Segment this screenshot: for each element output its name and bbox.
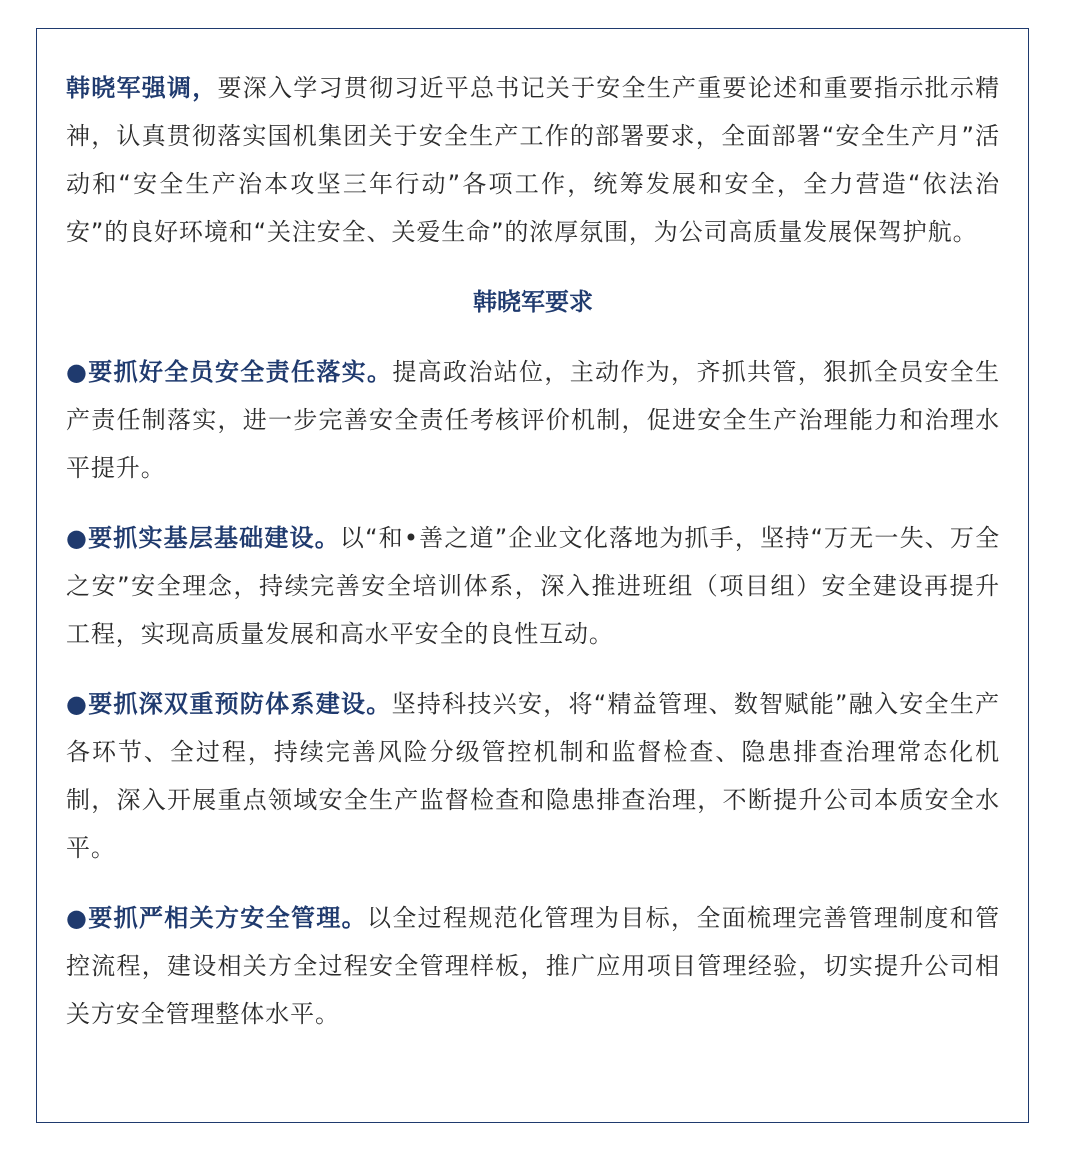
section-heading: 韩晓军要求	[473, 288, 593, 316]
requirement-item	[66, 348, 1000, 492]
requirement-text: 提高政治站位，主动作为，齐抓共管，狠抓全员安全生产责任制落实，进一步完善安全责任考核评价机制，促进安全生产治理能力和治理水平提升。	[66, 358, 1000, 482]
intro-text: 要深入学习贯彻习近平总书记关于安全生产重要论述和重要指示批示精神，认真贯彻落实国机集团关于安全生产工作的部署要求，全面部署“安全生产月”活动和“安全生产治本攻坚三年行动”各项工作，统筹发展和安全，全力营造“依法治安”的良好环境和“关注安全、关爱生命”的浓厚氛围，为公司高质量发展保驾护航。	[66, 74, 1000, 246]
requirement-lead: ●要抓深双重预防体系建设。	[66, 690, 392, 718]
requirement-lead: ●要抓实基层基础建设。	[66, 524, 340, 552]
intro-paragraph	[66, 64, 1000, 256]
requirement-item	[66, 680, 1000, 872]
requirement-item	[66, 514, 1000, 658]
intro-lead: 韩晓军强调，	[66, 74, 218, 102]
requirement-lead: ●要抓好全员安全责任落实。	[66, 358, 393, 386]
requirement-text: 以“和•善之道”企业文化落地为抓手，坚持“万无一失、万全之安”安全理念，持续完善安全培训体系，深入推进班组（项目组）安全建设再提升工程，实现高质量发展和高水平安全的良性互动。	[66, 524, 1001, 648]
requirement-item	[66, 894, 1000, 1038]
article-body	[66, 64, 1000, 1038]
requirement-text: 以全过程规范化管理为目标，全面梳理完善管理制度和管控流程，建设相关方全过程安全管理样板，推广应用项目管理经验，切实提升公司相关方安全管理整体水平。	[66, 904, 1000, 1028]
requirement-text: 坚持科技兴安，将“精益管理、数智赋能”融入安全生产各环节、全过程，持续完善风险分级管控机制和监督检查、隐患排查治理常态化机制，深入开展重点领域安全生产监督检查和隐患排查治理，不断提升公司本质安全水平。	[66, 690, 1000, 862]
requirement-lead: ●要抓严相关方安全管理。	[66, 904, 367, 932]
